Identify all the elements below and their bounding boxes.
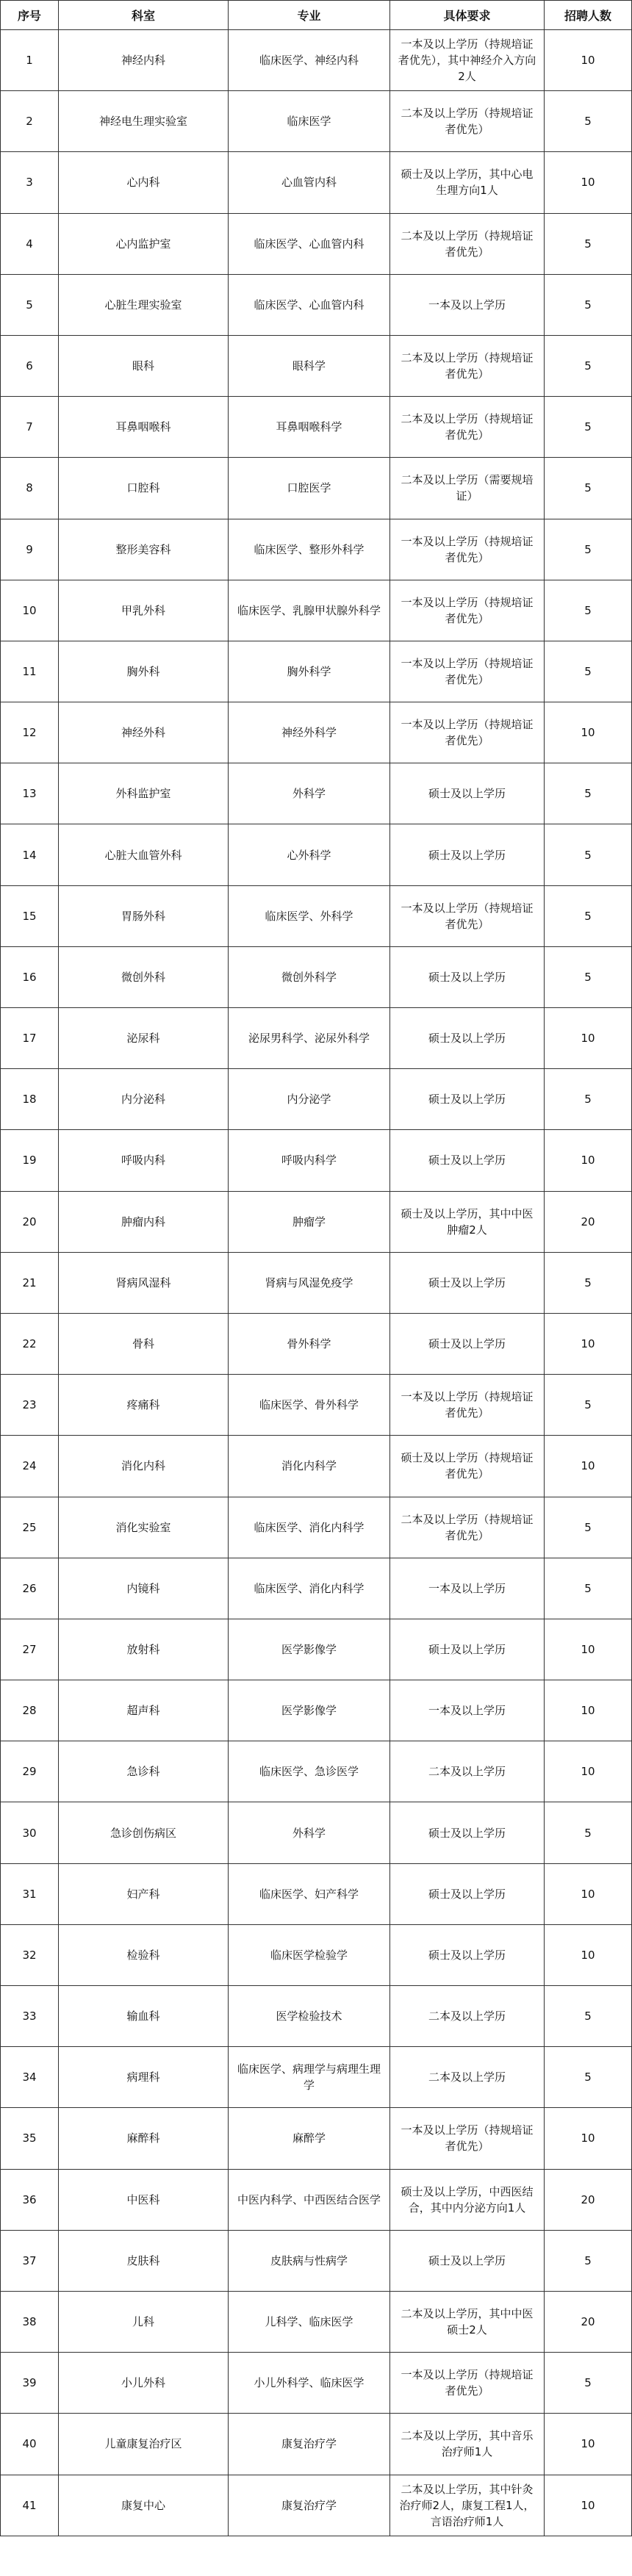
dept-cell: 检验科 [59, 1924, 229, 1985]
requirement-cell: 一本及以上学历（持规培证者优先） [390, 885, 545, 946]
requirement-cell: 一本及以上学历（持规培证者优先） [390, 2108, 545, 2169]
count-cell: 20 [545, 1191, 632, 1252]
requirement-cell: 一本及以上学历（持规培证者优先），其中神经介入方向2人 [390, 30, 545, 91]
major-cell: 心外科学 [229, 824, 390, 885]
count-cell: 10 [545, 1863, 632, 1924]
count-cell: 10 [545, 1436, 632, 1497]
major-cell: 神经外科学 [229, 702, 390, 763]
row-number: 13 [1, 763, 59, 824]
table-row [1, 1863, 632, 1924]
table-row [1, 1191, 632, 1252]
requirement-cell: 二本及以上学历（持规培证者优先） [390, 397, 545, 458]
dept-cell: 骨科 [59, 1313, 229, 1374]
requirement-cell: 二本及以上学历（持规培证者优先） [390, 91, 545, 152]
major-cell: 肾病与风湿免疫学 [229, 1252, 390, 1313]
table-row [1, 1375, 632, 1436]
dept-cell: 心内科 [59, 152, 229, 213]
requirement-cell: 硕士及以上学历，其中中医肿瘤2人 [390, 1191, 545, 1252]
major-cell: 皮肤病与性病学 [229, 2230, 390, 2291]
row-number: 30 [1, 1802, 59, 1863]
table-row [1, 1680, 632, 1741]
table-row [1, 946, 632, 1007]
count-cell: 5 [545, 2230, 632, 2291]
table-row [1, 30, 632, 91]
dept-cell: 皮肤科 [59, 2230, 229, 2291]
count-cell: 5 [545, 274, 632, 335]
dept-cell: 神经内科 [59, 30, 229, 91]
count-cell: 10 [545, 30, 632, 91]
row-number: 6 [1, 335, 59, 396]
dept-cell: 泌尿科 [59, 1008, 229, 1069]
row-number: 10 [1, 580, 59, 641]
dept-cell: 甲乳外科 [59, 580, 229, 641]
major-cell: 医学影像学 [229, 1619, 390, 1680]
table-row [1, 2414, 632, 2475]
requirement-cell: 一本及以上学历 [390, 1558, 545, 1619]
row-number: 17 [1, 1008, 59, 1069]
row-number: 23 [1, 1375, 59, 1436]
major-cell: 临床医学检验学 [229, 1924, 390, 1985]
requirement-cell: 二本及以上学历，其中音乐治疗师1人 [390, 2414, 545, 2475]
row-number: 36 [1, 2169, 59, 2230]
row-number: 9 [1, 519, 59, 580]
count-cell: 5 [545, 2353, 632, 2414]
requirement-cell: 二本及以上学历，其中针灸治疗师2人，康复工程1人，言语治疗师1人 [390, 2475, 545, 2536]
row-number: 21 [1, 1252, 59, 1313]
table-row [1, 519, 632, 580]
row-number: 39 [1, 2353, 59, 2414]
dept-cell: 整形美容科 [59, 519, 229, 580]
count-cell: 5 [545, 580, 632, 641]
dept-cell: 肿瘤内科 [59, 1191, 229, 1252]
requirement-cell: 一本及以上学历（持规培证者优先） [390, 641, 545, 702]
table-row [1, 1313, 632, 1374]
requirement-cell: 硕士及以上学历，中西医结合，其中内分泌方向1人 [390, 2169, 545, 2230]
table-row [1, 91, 632, 152]
major-cell: 眼科学 [229, 335, 390, 396]
major-cell: 麻醉学 [229, 2108, 390, 2169]
table-row [1, 2475, 632, 2536]
table-row [1, 213, 632, 274]
row-number: 32 [1, 1924, 59, 1985]
table-row [1, 458, 632, 519]
count-cell: 5 [545, 335, 632, 396]
major-cell: 呼吸内科学 [229, 1130, 390, 1191]
row-number: 29 [1, 1741, 59, 1802]
requirement-cell: 二本及以上学历（持规培证者优先） [390, 213, 545, 274]
row-number: 8 [1, 458, 59, 519]
dept-cell: 口腔科 [59, 458, 229, 519]
row-number: 11 [1, 641, 59, 702]
major-cell: 外科学 [229, 1802, 390, 1863]
count-cell: 10 [545, 1741, 632, 1802]
requirement-cell: 硕士及以上学历 [390, 1069, 545, 1130]
major-cell: 临床医学、妇产科学 [229, 1863, 390, 1924]
header-no: 序号 [1, 1, 59, 30]
major-cell: 临床医学、心血管内科 [229, 274, 390, 335]
major-cell: 临床医学、心血管内科 [229, 213, 390, 274]
count-cell: 10 [545, 1313, 632, 1374]
count-cell: 10 [545, 1619, 632, 1680]
major-cell: 胸外科学 [229, 641, 390, 702]
dept-cell: 心内监护室 [59, 213, 229, 274]
table-row [1, 2108, 632, 2169]
requirement-cell: 硕士及以上学历 [390, 946, 545, 1007]
row-number: 34 [1, 2047, 59, 2108]
row-number: 35 [1, 2108, 59, 2169]
count-cell: 5 [545, 1375, 632, 1436]
row-number: 1 [1, 30, 59, 91]
major-cell: 耳鼻咽喉科学 [229, 397, 390, 458]
major-cell: 临床医学、骨外科学 [229, 1375, 390, 1436]
major-cell: 医学检验技术 [229, 1986, 390, 2047]
major-cell: 康复治疗学 [229, 2414, 390, 2475]
row-number: 22 [1, 1313, 59, 1374]
dept-cell: 心脏大血管外科 [59, 824, 229, 885]
count-cell: 10 [545, 1924, 632, 1985]
table-row [1, 1130, 632, 1191]
dept-cell: 微创外科 [59, 946, 229, 1007]
major-cell: 内分泌学 [229, 1069, 390, 1130]
table-row [1, 1986, 632, 2047]
row-number: 25 [1, 1497, 59, 1558]
count-cell: 5 [545, 1252, 632, 1313]
major-cell: 临床医学、乳腺甲状腺外科学 [229, 580, 390, 641]
row-number: 24 [1, 1436, 59, 1497]
table-row [1, 335, 632, 396]
major-cell: 临床医学、急诊医学 [229, 1741, 390, 1802]
row-number: 28 [1, 1680, 59, 1741]
requirement-cell: 一本及以上学历（持规培证者优先） [390, 2353, 545, 2414]
count-cell: 20 [545, 2291, 632, 2352]
requirement-cell: 硕士及以上学历 [390, 2230, 545, 2291]
count-cell: 5 [545, 519, 632, 580]
requirement-cell: 一本及以上学历 [390, 1680, 545, 1741]
requirement-cell: 硕士及以上学历，其中心电生理方向1人 [390, 152, 545, 213]
dept-cell: 胃肠外科 [59, 885, 229, 946]
header-dept: 科室 [59, 1, 229, 30]
major-cell: 临床医学、消化内科学 [229, 1558, 390, 1619]
count-cell: 10 [545, 152, 632, 213]
table-row [1, 2291, 632, 2352]
count-cell: 5 [545, 458, 632, 519]
dept-cell: 输血科 [59, 1986, 229, 2047]
header-major: 专业 [229, 1, 390, 30]
dept-cell: 儿科 [59, 2291, 229, 2352]
requirement-cell: 硕士及以上学历 [390, 1924, 545, 1985]
table-row [1, 1436, 632, 1497]
dept-cell: 儿童康复治疗区 [59, 2414, 229, 2475]
requirement-cell: 一本及以上学历（持规培证者优先） [390, 702, 545, 763]
dept-cell: 外科监护室 [59, 763, 229, 824]
header-count: 招聘人数 [545, 1, 632, 30]
count-cell: 10 [545, 2475, 632, 2536]
requirement-cell: 硕士及以上学历 [390, 763, 545, 824]
count-cell: 5 [545, 91, 632, 152]
row-number: 5 [1, 274, 59, 335]
count-cell: 5 [545, 1558, 632, 1619]
major-cell: 临床医学 [229, 91, 390, 152]
requirement-cell: 硕士及以上学历 [390, 824, 545, 885]
requirement-cell: 一本及以上学历 [390, 274, 545, 335]
table-row [1, 274, 632, 335]
major-cell: 口腔医学 [229, 458, 390, 519]
row-number: 2 [1, 91, 59, 152]
major-cell: 肿瘤学 [229, 1191, 390, 1252]
row-number: 18 [1, 1069, 59, 1130]
dept-cell: 神经电生理实验室 [59, 91, 229, 152]
header-row [1, 1, 632, 30]
requirement-cell: 一本及以上学历（持规培证者优先） [390, 1375, 545, 1436]
major-cell: 心血管内科 [229, 152, 390, 213]
requirement-cell: 硕士及以上学历（持规培证者优先） [390, 1436, 545, 1497]
table-row [1, 1252, 632, 1313]
count-cell: 5 [545, 1069, 632, 1130]
row-number: 16 [1, 946, 59, 1007]
requirement-cell: 二本及以上学历 [390, 1741, 545, 1802]
table-row [1, 1924, 632, 1985]
dept-cell: 超声科 [59, 1680, 229, 1741]
major-cell: 微创外科学 [229, 946, 390, 1007]
count-cell: 5 [545, 1986, 632, 2047]
table-row [1, 702, 632, 763]
table-row [1, 580, 632, 641]
requirement-cell: 硕士及以上学历 [390, 1008, 545, 1069]
major-cell: 小儿外科学、临床医学 [229, 2353, 390, 2414]
dept-cell: 心脏生理实验室 [59, 274, 229, 335]
table-row [1, 763, 632, 824]
row-number: 3 [1, 152, 59, 213]
count-cell: 5 [545, 763, 632, 824]
count-cell: 10 [545, 1130, 632, 1191]
table-row [1, 2353, 632, 2414]
dept-cell: 消化实验室 [59, 1497, 229, 1558]
dept-cell: 病理科 [59, 2047, 229, 2108]
dept-cell: 放射科 [59, 1619, 229, 1680]
requirement-cell: 二本及以上学历（需要规培证） [390, 458, 545, 519]
requirement-cell: 二本及以上学历，其中中医硕士2人 [390, 2291, 545, 2352]
row-number: 38 [1, 2291, 59, 2352]
major-cell: 临床医学、消化内科学 [229, 1497, 390, 1558]
major-cell: 临床医学、病理学与病理生理学 [229, 2047, 390, 2108]
row-number: 7 [1, 397, 59, 458]
table-row [1, 1008, 632, 1069]
row-number: 31 [1, 1863, 59, 1924]
requirement-cell: 二本及以上学历 [390, 2047, 545, 2108]
count-cell: 5 [545, 641, 632, 702]
major-cell: 中医内科学、中西医结合医学 [229, 2169, 390, 2230]
requirement-cell: 硕士及以上学历 [390, 1802, 545, 1863]
table-row [1, 1802, 632, 1863]
dept-cell: 消化内科 [59, 1436, 229, 1497]
count-cell: 5 [545, 213, 632, 274]
row-number: 41 [1, 2475, 59, 2536]
count-cell: 10 [545, 1680, 632, 1741]
table-row [1, 641, 632, 702]
dept-cell: 小儿外科 [59, 2353, 229, 2414]
dept-cell: 眼科 [59, 335, 229, 396]
major-cell: 临床医学、整形外科学 [229, 519, 390, 580]
table-row [1, 1558, 632, 1619]
header-requirement: 具体要求 [390, 1, 545, 30]
table-row [1, 152, 632, 213]
table-row [1, 1069, 632, 1130]
row-number: 12 [1, 702, 59, 763]
row-number: 14 [1, 824, 59, 885]
dept-cell: 肾病风湿科 [59, 1252, 229, 1313]
dept-cell: 耳鼻咽喉科 [59, 397, 229, 458]
row-number: 37 [1, 2230, 59, 2291]
major-cell: 消化内科学 [229, 1436, 390, 1497]
requirement-cell: 一本及以上学历（持规培证者优先） [390, 519, 545, 580]
dept-cell: 神经外科 [59, 702, 229, 763]
major-cell: 医学影像学 [229, 1680, 390, 1741]
requirement-cell: 一本及以上学历（持规培证者优先） [390, 580, 545, 641]
dept-cell: 内分泌科 [59, 1069, 229, 1130]
count-cell: 10 [545, 2108, 632, 2169]
table-row [1, 885, 632, 946]
count-cell: 5 [545, 1802, 632, 1863]
requirement-cell: 二本及以上学历（持规培证者优先） [390, 335, 545, 396]
major-cell: 泌尿男科学、泌尿外科学 [229, 1008, 390, 1069]
dept-cell: 中医科 [59, 2169, 229, 2230]
row-number: 26 [1, 1558, 59, 1619]
major-cell: 骨外科学 [229, 1313, 390, 1374]
dept-cell: 疼痛科 [59, 1375, 229, 1436]
row-number: 15 [1, 885, 59, 946]
requirement-cell: 硕士及以上学历 [390, 1130, 545, 1191]
count-cell: 20 [545, 2169, 632, 2230]
count-cell: 5 [545, 885, 632, 946]
dept-cell: 麻醉科 [59, 2108, 229, 2169]
row-number: 4 [1, 213, 59, 274]
count-cell: 5 [545, 2047, 632, 2108]
dept-cell: 呼吸内科 [59, 1130, 229, 1191]
row-number: 19 [1, 1130, 59, 1191]
count-cell: 10 [545, 702, 632, 763]
requirement-cell: 硕士及以上学历 [390, 1619, 545, 1680]
table-row [1, 2230, 632, 2291]
requirement-cell: 二本及以上学历 [390, 1986, 545, 2047]
requirement-cell: 硕士及以上学历 [390, 1313, 545, 1374]
table-row [1, 1497, 632, 1558]
count-cell: 10 [545, 1008, 632, 1069]
table-row [1, 2047, 632, 2108]
requirement-cell: 硕士及以上学历 [390, 1863, 545, 1924]
dept-cell: 胸外科 [59, 641, 229, 702]
table-row [1, 2169, 632, 2230]
count-cell: 5 [545, 397, 632, 458]
dept-cell: 内镜科 [59, 1558, 229, 1619]
dept-cell: 妇产科 [59, 1863, 229, 1924]
row-number: 40 [1, 2414, 59, 2475]
table-row [1, 1741, 632, 1802]
major-cell: 临床医学、神经内科 [229, 30, 390, 91]
major-cell: 临床医学、外科学 [229, 885, 390, 946]
count-cell: 5 [545, 1497, 632, 1558]
dept-cell: 急诊科 [59, 1741, 229, 1802]
row-number: 27 [1, 1619, 59, 1680]
major-cell: 外科学 [229, 763, 390, 824]
major-cell: 儿科学、临床医学 [229, 2291, 390, 2352]
table-row [1, 397, 632, 458]
dept-cell: 急诊创伤病区 [59, 1802, 229, 1863]
count-cell: 5 [545, 946, 632, 1007]
dept-cell: 康复中心 [59, 2475, 229, 2536]
count-cell: 5 [545, 824, 632, 885]
row-number: 33 [1, 1986, 59, 2047]
major-cell: 康复治疗学 [229, 2475, 390, 2536]
requirement-cell: 二本及以上学历（持规培证者优先） [390, 1497, 545, 1558]
table-row [1, 1619, 632, 1680]
requirement-cell: 硕士及以上学历 [390, 1252, 545, 1313]
row-number: 20 [1, 1191, 59, 1252]
table-row [1, 824, 632, 885]
count-cell: 10 [545, 2414, 632, 2475]
